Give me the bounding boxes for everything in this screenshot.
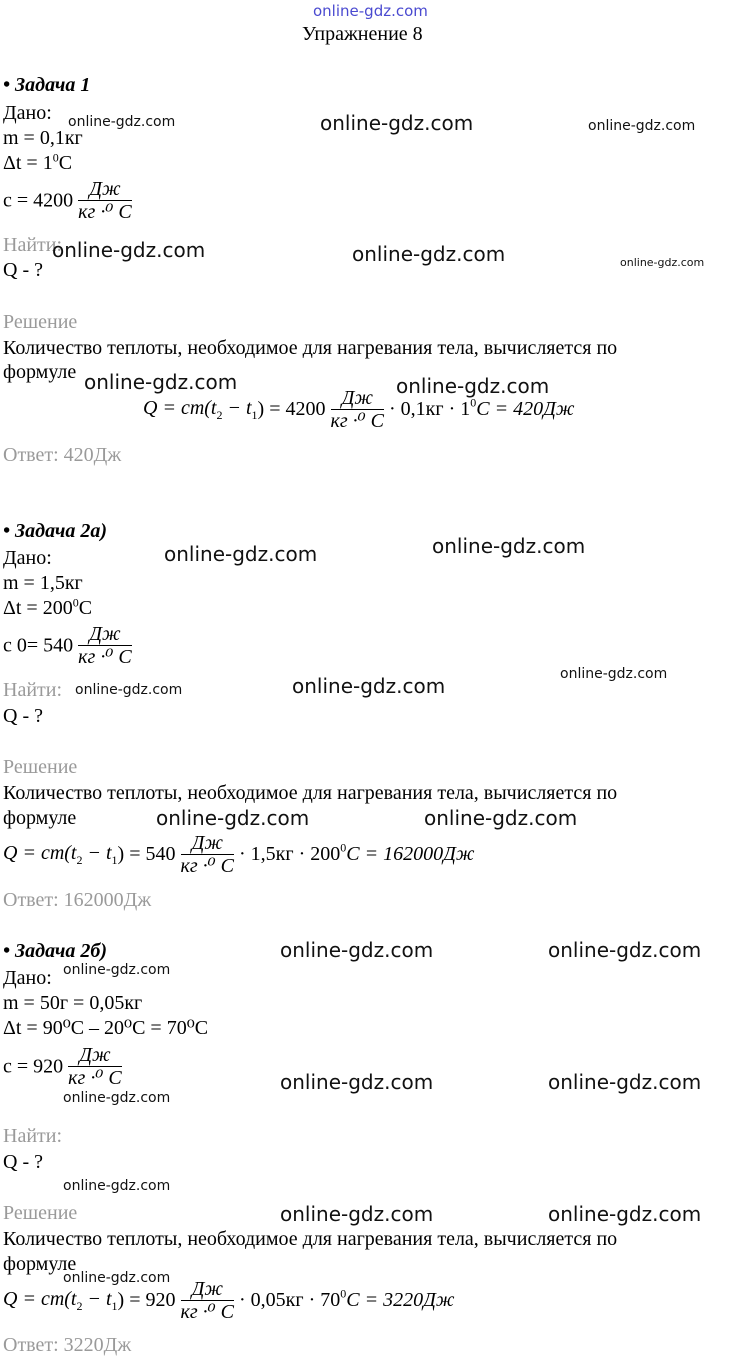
watermark: online-gdz.com [432,534,586,558]
watermark: online-gdz.com [164,542,318,566]
watermark: online-gdz.com [548,938,702,962]
task2b-answer: Ответ: 3220Дж [3,1334,132,1356]
task2b-solution-text: Количество теплоты, необходимое для нагревания тела, вычисляется по [3,1228,618,1250]
watermark: online-gdz.com [63,1178,171,1194]
watermark: online-gdz.com [84,370,238,394]
task2b-specific-heat: c = 920 $\frac{Дж}{\text{кг ·⁰ C}}$ [3,1044,122,1089]
watermark: online-gdz.com [548,1070,702,1094]
watermark: online-gdz.com [63,1270,171,1286]
task1-find-value: Q - ? [3,259,43,281]
task1-answer: Ответ: 420Дж [3,444,122,466]
watermark: online-gdz.com [280,1070,434,1094]
task2a-solution-label: Решение [3,756,78,778]
watermark: online-gdz.com [280,1202,434,1226]
watermark: online-gdz.com [320,111,474,135]
watermark: online-gdz.com [396,374,550,398]
task2a-answer: Ответ: 162000Дж [3,889,152,911]
watermark: online-gdz.com [75,682,183,698]
watermark: online-gdz.com [63,962,171,978]
task2b-formula: $Q = cm(t_2 - t_1) = 920$ $\frac{Дж}{\text{кг ·⁰ C}}$ · $0,05кг \cdot 70^0C = 3220Дж$ [3,1278,455,1323]
watermark: online-gdz.com [156,806,310,830]
task1-mass: m = 0,1кг [3,127,83,149]
watermark: online-gdz.com [280,938,434,962]
task1-find-label: Найти: [3,234,63,256]
watermark: online-gdz.com [424,806,578,830]
task2a-find-value: Q - ? [3,705,43,727]
task2a-solution-text: Количество теплоты, необходимое для нагревания тела, вычисляется по [3,782,618,804]
watermark: online-gdz.com [63,1090,171,1106]
header-watermark: online-gdz.com [313,2,428,20]
task2a-given-label: Дано: [3,547,52,569]
task1-formula-word: формуле [3,361,77,383]
task2a-title: • Задача 2а) [3,520,107,542]
watermark: online-gdz.com [68,114,176,130]
unit-fraction: $\frac{Дж}{\text{кг ·⁰ C}}$ [78,178,132,223]
task2b-formula-word: формуле [3,1253,77,1275]
task1-formula: $Q = cm(t_2 - t_1) = 4200$ $\frac{Дж}{\text{кг ·⁰ C}}$ · $0,1кг \cdot 1^0C = 420Дж$ [143,387,575,432]
task2b-delta-t: Δt = 90⁰C – 20⁰C = 70⁰C [3,1017,209,1039]
task2a-formula: $Q = cm(t_2 - t_1) = 540$ $\frac{Дж}{\text{кг ·⁰ C}}$ · $1,5кг \cdot 200^0C = 162000Дж$ [3,832,475,877]
task1-delta-t: $\Delta t = 1^0C$ [3,150,73,174]
task2b-solution-label: Решение [3,1202,78,1224]
watermark: online-gdz.com [292,674,446,698]
watermark: online-gdz.com [560,666,668,682]
task2b-find-value: Q - ? [3,1151,43,1173]
task1-title: • Задача 1 [3,74,91,96]
task1-specific-heat: c = 4200 $\frac{Дж}{\text{кг ·⁰ C}}$ [3,178,132,223]
task2a-mass: m = 1,5кг [3,572,83,594]
watermark: online-gdz.com [620,256,705,269]
task1-solution-label: Решение [3,311,78,333]
task1-solution-text: Количество теплоты, необходимое для нагревания тела, вычисляется по [3,337,618,359]
task2a-find-label: Найти: [3,679,63,701]
watermark: online-gdz.com [588,118,696,134]
watermark: online-gdz.com [52,238,206,262]
task2b-find-label: Найти: [3,1125,63,1147]
task2a-specific-heat: c 0= 540 $\frac{Дж}{\text{кг ·⁰ C}}$ [3,623,132,668]
task1-given-label: Дано: [3,102,52,124]
task2b-title: • Задача 2б) [3,940,107,962]
watermark: online-gdz.com [548,1202,702,1226]
task2a-formula-word: формуле [3,807,77,829]
task2b-given-label: Дано: [3,967,52,989]
page-title: Упражнение 8 [302,23,423,45]
task2b-mass: m = 50г = 0,05кг [3,992,143,1014]
task2a-delta-t: $\Delta t = 200^0C$ [3,595,93,619]
watermark: online-gdz.com [352,242,506,266]
